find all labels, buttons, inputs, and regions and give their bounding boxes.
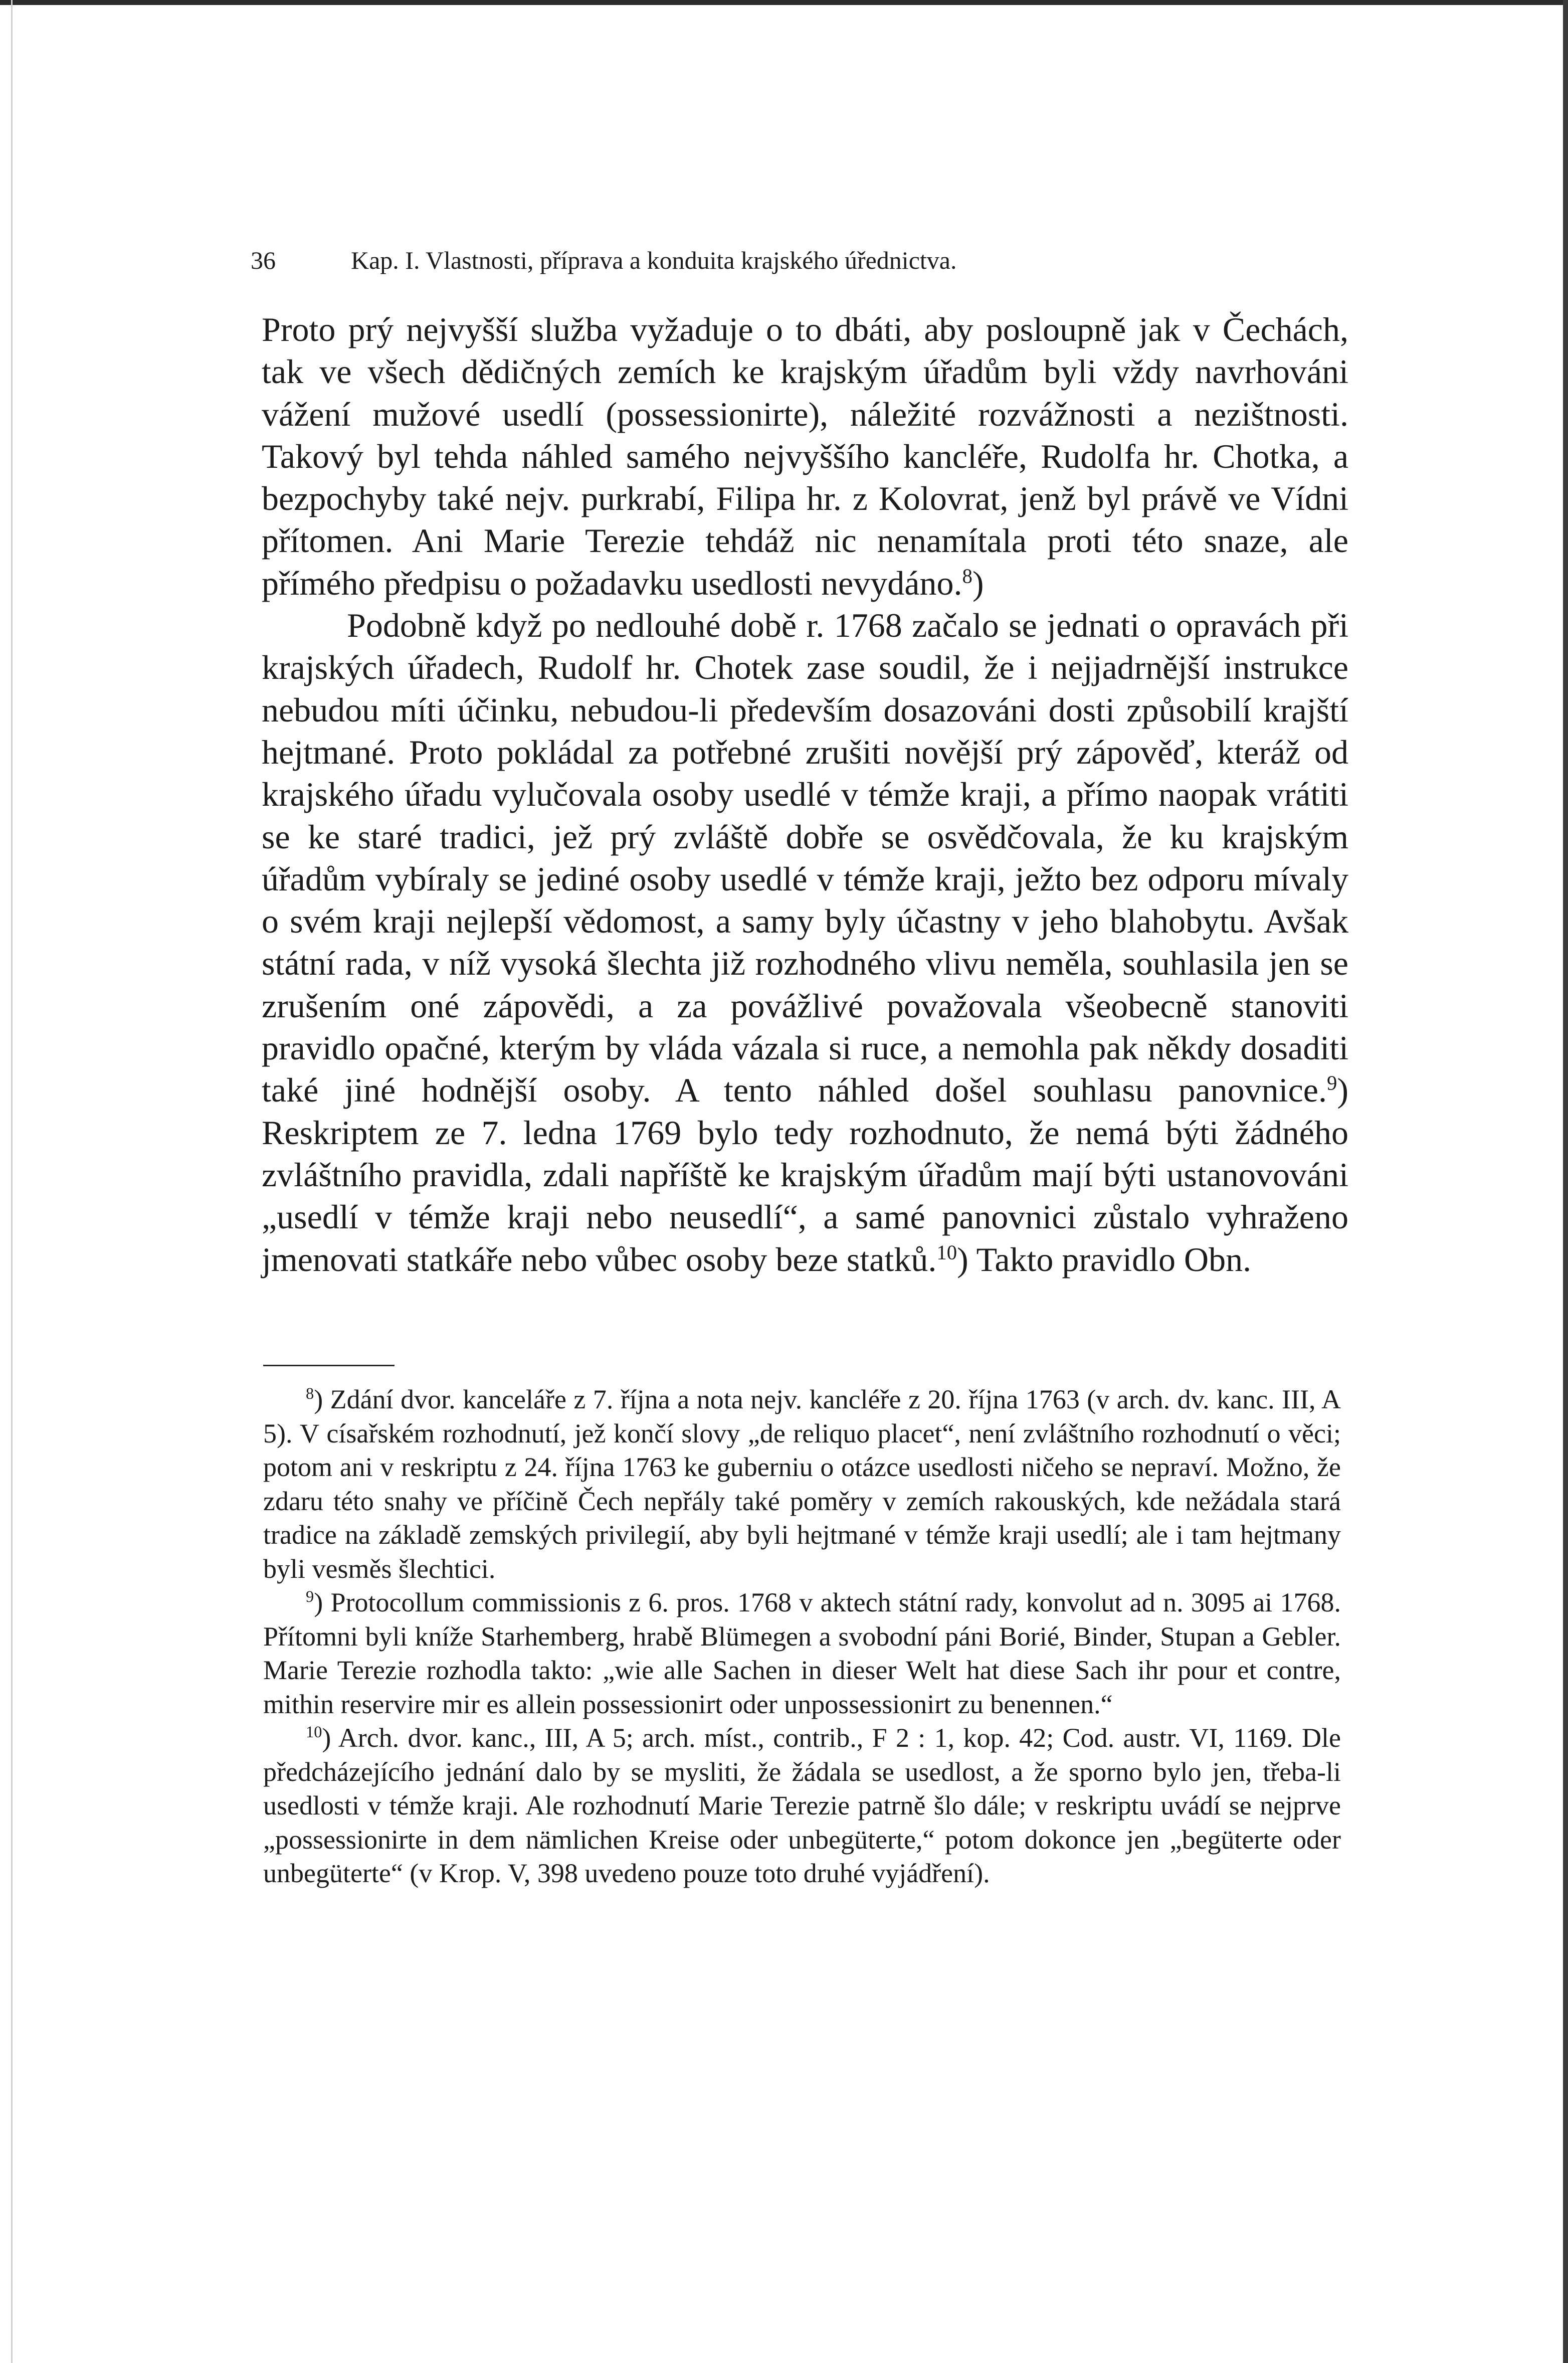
- footnote-8: [263, 1383, 1341, 1586]
- footnote-8-text: ) Zdání dvor. kanceláře z 7. října a nota nejv. kancléře z 20. října 1763 (v arch. dv. kanc. III, A 5). V císařském rozhodnutí, jež končí slovy „de reliquo placet“, není zvláštního rozhodnutí o věci; potom ani v reskriptu z 24. října 1763 ke guberniu o otázce usedlosti ničeho se nepraví. Možno, že zdaru této snahy ve příčině Čech nepřály také poměry v zemích rakouských, kde nežádala stará tradice na základě zemských privilegií, aby byli hejtmané v témže kraji usedlí; ale i tam hejtmany byli vesměs šlechtici.: [263, 1384, 1341, 1584]
- footnote-8-mark: 8: [306, 1385, 314, 1403]
- footnote-9-text: ) Protocollum commissionis z 6. pros. 1768 v aktech státní rady, konvolut ad n. 3095 ai 1768. Přítomni byli kníže Starhemberg, hrabě Blümegen a svobodní páni Borié, Binder, Stupan a Gebler. Marie Terezie rozhodla takto: „wie alle Sachen in dieser Welt hat diese Sach ihr pour et contre, mithin reservire mir es allein possessionirt oder unpossessionirt zu benennen.“: [263, 1587, 1341, 1719]
- paragraph-1-close: ): [972, 564, 984, 602]
- scan-edge-right: [1563, 0, 1568, 2363]
- scan-edge-left: [11, 0, 13, 2363]
- footnote-10: [263, 1721, 1341, 1891]
- footnotes: [263, 1383, 1341, 1891]
- paragraph-2-text-b: ) Reskriptem ze 7. ledna 1769 bylo tedy rozhodnuto, že nemá býti žádného zvláštního pravidla, zdali napříště ke krajským úřadům mají býti ustanovováni „usedlí v témže kraji nebo neusedlí“, a samé panovnici zůstalo vyhraženo jmenovati statkáře nebo vůbec osoby beze statků.: [262, 1071, 1348, 1279]
- paragraph-1-text: Proto prý nejvyšší služba vyžaduje o to dbáti, aby posloupně jak v Čechách, tak ve všech dědičných zemích ke krajským úřadům byli vždy navrhováni vážení mužové usedlí (possessionirte), náležité rozvážnosti a nezištnosti. Takový byl tehda náhled samého nejvyššího kancléře, Rudolfa hr. Chotka, a bezpochyby také nejv. purkrabí, Filipa hr. z Kolovrat, jenž byl právě ve Vídni přítomen. Ani Marie Terezie tehdáž nic nenamítala proti této snaze, ale přímého předpisu o požadavku usedlosti nevydáno.: [262, 310, 1348, 602]
- footnote-ref-9: 9: [1326, 1071, 1337, 1095]
- footnote-10-text: ) Arch. dvor. kanc., III, A 5; arch. míst., contrib., F 2 : 1, kop. 42; Cod. austr. VI, 1169. Dle předcházejícího jednání dalo by se mysliti, že žádala se usedlost, a že sporno bylo jen, třeba-li usedlosti v témže kraji. Ale rozhodnutí Marie Terezie patrně šlo dále; v reskriptu uvádí se nejprve „possessionirte in dem nämlichen Kreise oder unbegüterte,“ potom dokonce jen „begüterte oder unbegüterte“ (v Krop. V, 398 uvedeno pouze toto druhé vyjádření).: [263, 1723, 1341, 1888]
- scan-edge-top: [0, 0, 1568, 5]
- page-header: [251, 246, 1313, 275]
- footnote-ref-8: 8: [962, 565, 972, 588]
- paragraph-2-text-a: Podobně když po nedlouhé době r. 1768 začalo se jednati o opravách při krajských úřadech, Rudolf hr. Chotek zase soudil, že i nejjadrnější instrukce nebudou míti účinku, nebudou-li především dosazováni dosti způsobilí krajští hejtmané. Proto pokládal za potřebné zrušiti novější prý zápověď, kteráž od krajského úřadu vylučovala osoby usedlé v témže kraji, a přímo naopak vrátiti se ke staré tradici, jež prý zvláště dobře se osvědčovala, že ku krajským úřadům vybíraly se jediné osoby usedlé v témže kraji, ježto bez odporu mívaly o svém kraji nejlepší vědomost, a samy byly účastny v jeho blahobytu. Avšak státní rada, v níž vysoká šlechta již rozhodného vlivu neměla, souhlasila jen se zrušením oné zápovědi, a za povážlivé považovala všeobecně stanoviti pravidlo opačné, kterým by vláda vázala si ruce, a nemohla pak někdy dosaditi také jiné hodnější osoby. A tento náhled došel souhlasu panovnice.: [262, 606, 1348, 1110]
- footnote-9: [263, 1586, 1341, 1721]
- footnote-9-mark: 9: [306, 1588, 314, 1606]
- paragraph-2-text-c: ) Takto pravidlo Obn.: [957, 1240, 1252, 1279]
- paragraph-1: [262, 308, 1348, 604]
- footnote-ref-10: 10: [936, 1240, 957, 1263]
- page-number: 36: [251, 246, 276, 274]
- paragraph-2: [262, 604, 1348, 1281]
- running-title: Kap. I. Vlastnosti, příprava a konduita krajského úřednictva.: [351, 246, 957, 274]
- footnote-rule: [263, 1365, 395, 1366]
- footnote-10-mark: 10: [306, 1723, 322, 1741]
- main-text: [262, 308, 1348, 1281]
